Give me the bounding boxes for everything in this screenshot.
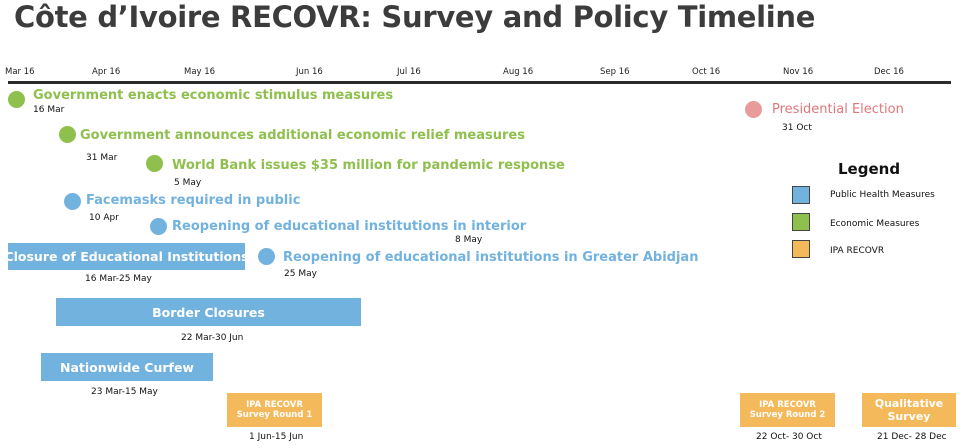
survey-box-line2: Survey Round 2 <box>749 410 826 420</box>
month-label: Oct 16 <box>692 67 721 77</box>
event-label: World Bank issues $35 million for pandemic response <box>172 158 565 173</box>
month-label: Dec 16 <box>874 67 904 77</box>
survey-date: 1 Jun-15 Jun <box>249 432 304 442</box>
event-date: 31 Oct <box>782 123 812 133</box>
period-bar: Closure of Educational Institutions <box>8 243 245 270</box>
survey-box-line1: IPA RECOVR <box>759 399 816 410</box>
health-event-marker <box>258 248 275 265</box>
period-bar: Border Closures <box>56 298 361 326</box>
survey-box-line1: Qualitative <box>874 396 944 410</box>
month-label: Jun 16 <box>296 67 323 77</box>
event-label: Presidential Election <box>772 102 904 117</box>
period-date: 22 Mar-30 Jun <box>181 333 244 343</box>
month-label: Apr 16 <box>92 67 121 77</box>
survey-date: 22 Oct- 30 Oct <box>756 432 822 442</box>
legend-title: Legend <box>838 160 901 178</box>
page-title: Côte d’Ivoire RECOVR: Survey and Policy Timeline <box>14 0 816 34</box>
health-event-marker <box>150 218 167 235</box>
legend-label: Public Health Measures <box>830 190 935 200</box>
event-date: 25 May <box>284 269 317 279</box>
economic-event-marker <box>146 155 163 172</box>
survey-round-2-box <box>740 393 835 427</box>
month-label: Sep 16 <box>600 67 630 77</box>
month-label: Mar 16 <box>5 67 35 77</box>
health-event-marker <box>64 193 81 210</box>
legend-swatch-health <box>792 186 810 204</box>
period-date: 16 Mar-25 May <box>85 274 152 284</box>
event-date: 5 May <box>174 178 202 188</box>
event-date: 16 Mar <box>33 105 65 115</box>
event-label: Government announces additional economic relief measures <box>80 128 525 143</box>
legend-label: Economic Measures <box>830 219 920 229</box>
qualitative-survey-box <box>862 393 956 427</box>
survey-box-line2: Survey <box>887 410 931 423</box>
event-label: Reopening of educational institutions in Greater Abidjan <box>283 250 699 265</box>
month-label: Nov 16 <box>783 67 814 77</box>
economic-event-marker <box>59 126 76 143</box>
legend-label: IPA RECOVR <box>830 246 885 256</box>
event-label: Reopening of educational institutions in interior <box>172 219 527 234</box>
event-date: 10 Apr <box>89 213 119 223</box>
survey-box-line1: IPA RECOVR <box>246 399 303 410</box>
month-label: Aug 16 <box>503 67 534 77</box>
event-date: 8 May <box>455 235 483 245</box>
month-label: Jul 16 <box>397 67 421 77</box>
timeline-axis <box>8 81 951 84</box>
event-date: 31 Mar <box>86 153 118 163</box>
survey-date: 21 Dec- 28 Dec <box>877 432 947 442</box>
event-label: Facemasks required in public <box>86 193 301 208</box>
survey-round-1-box <box>227 393 322 427</box>
legend-swatch-economic <box>792 213 810 231</box>
period-bar: Nationwide Curfew <box>41 353 213 381</box>
event-label: Government enacts economic stimulus measures <box>33 88 394 103</box>
period-date: 23 Mar-15 May <box>91 387 158 397</box>
month-label: May 16 <box>184 67 216 77</box>
election-event-marker <box>745 101 762 118</box>
legend-swatch-ipa <box>792 240 810 258</box>
survey-box-line2: Survey Round 1 <box>236 410 313 420</box>
economic-event-marker <box>8 91 25 108</box>
